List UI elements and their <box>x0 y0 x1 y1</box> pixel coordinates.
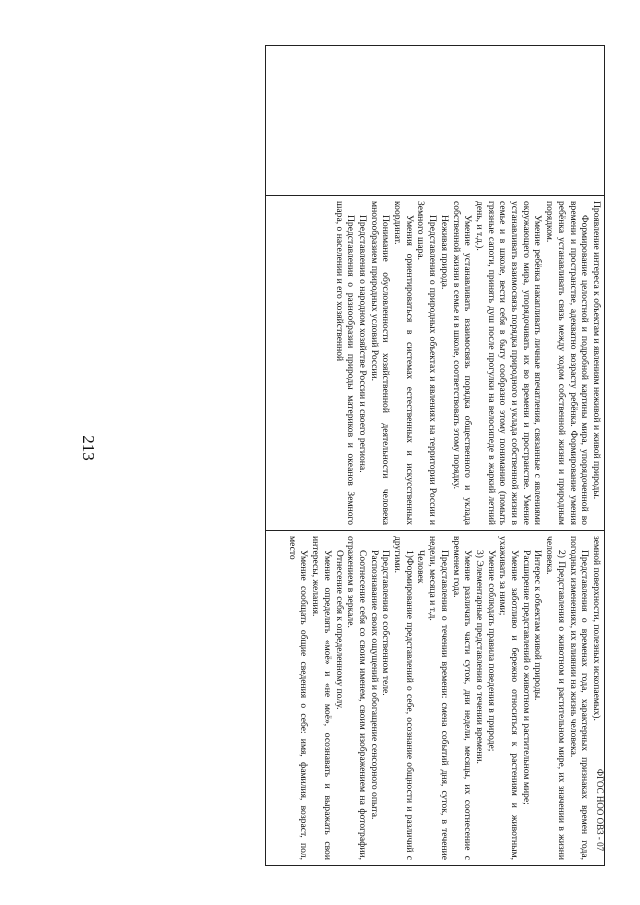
document-footer: ФГОС НОО ОВЗ - 07 <box>595 768 605 852</box>
cell-paragraph: Отнесение себя к определенному полу. <box>333 550 345 710</box>
cell-paragraph: Человек <box>415 550 427 584</box>
cell-paragraph: Соотнесение себя со своим именем, своим изображением на фотографии, отражением в зеркале. <box>345 536 368 860</box>
page-number: 213 <box>79 435 98 461</box>
cell-paragraph: 2) Представления о животном и растительном мире, их значении в жизни человека. <box>544 536 567 860</box>
cell-paragraph: Представления о разнообразии природы материков и океанов Земного шара, о населении и его хозяйственной <box>333 201 357 525</box>
cell-paragraph: Представления о народном хозяйстве России и своего региона. <box>356 215 368 473</box>
cell-paragraph: Умение различать части суток, дни недели, месяцы, их соотнесение с временем года. <box>450 536 474 860</box>
cell-paragraph: Представления о течении времени: смена событий дня, суток, в течение недели, месяца и т.д. <box>427 536 450 860</box>
cell-paragraph: Расширение представлений о животном и растительном мире; <box>520 550 532 805</box>
table-row <box>266 46 605 866</box>
cell-paragraph: 3) Элементарные представления о течении времени. <box>473 550 485 764</box>
table-cell-col2 <box>266 196 605 531</box>
cell-paragraph: Умение ребёнка накапливать личные впечатления, связанные с явлениями окружающего мира, упорядочивать их во времени и пространстве. Умение устанавливать взаимосвязь порядка природного и уклада собственной жизни в семье и в школе, вести себя в быту сообразно этому пониманию (помыть грязные сапоги, принять душ после прогулки на велосипеде в жаркий летний день, и т.д.). <box>473 201 544 525</box>
cell-paragraph: Умение определять «моё» и «не моё», осознавать и выражать свои интересы, желания. <box>310 536 333 860</box>
cell-paragraph: Распознавание своих ощущений и обогащение сенсорного опыта. <box>368 550 380 820</box>
cell-paragraph: 1)Формирование представлений о себе, осознание общности и различий с другими. <box>392 536 415 860</box>
table-cell-col3 <box>266 531 605 866</box>
cell-paragraph: земной поверхности, полезных ископаемых). <box>591 536 602 721</box>
cell-paragraph: Умение устанавливать взаимосвязь порядка общественного и уклада собственной жизни в семье и в школе, соответствовать этому порядку. <box>450 201 474 525</box>
cell-paragraph: Представления о природных объектах и явлениях на территории России и Земного шара. <box>415 201 439 525</box>
curriculum-table <box>265 45 605 866</box>
table-cell-col1 <box>266 46 605 196</box>
cell-paragraph: Умения ориентироваться в системах естественных и искусственных координат. <box>392 201 415 525</box>
cell-paragraph: Представления о временах года, характерных признаках времен года, погодных изменениях, их влиянии на жизнь человека. <box>567 536 591 860</box>
cell-paragraph: Представления о собственном теле. <box>380 550 392 696</box>
cell-paragraph: Проявление интереса к объектам и явлениям неживой и живой природы. <box>591 201 602 500</box>
cell-paragraph: Интерес к объектам живой природы. <box>532 550 544 701</box>
cell-paragraph: Формирование целостной и подробной картины мира, упорядоченной во времени и пространстве, адекватно возрасту ребёнка. Формирование умения ребёнка устанавливать связь между ходом собственной жизни и природным порядком. <box>544 201 591 525</box>
rotated-page-content <box>265 45 605 865</box>
cell-paragraph: Умение заботливо и бережно относиться к растениям и животным, ухаживать за ними; <box>497 536 521 860</box>
cell-paragraph: Умение сообщать общие сведения о себе: имя, фамилия, возраст, пол, место <box>286 536 310 860</box>
cell-paragraph: Умение соблюдать правила поведения в природе; <box>485 550 497 752</box>
cell-paragraph: Понимание обусловленности хозяйственной деятельности человека многообразием природных условий России. <box>368 201 392 525</box>
cell-paragraph: Неживая природа. <box>438 215 450 290</box>
